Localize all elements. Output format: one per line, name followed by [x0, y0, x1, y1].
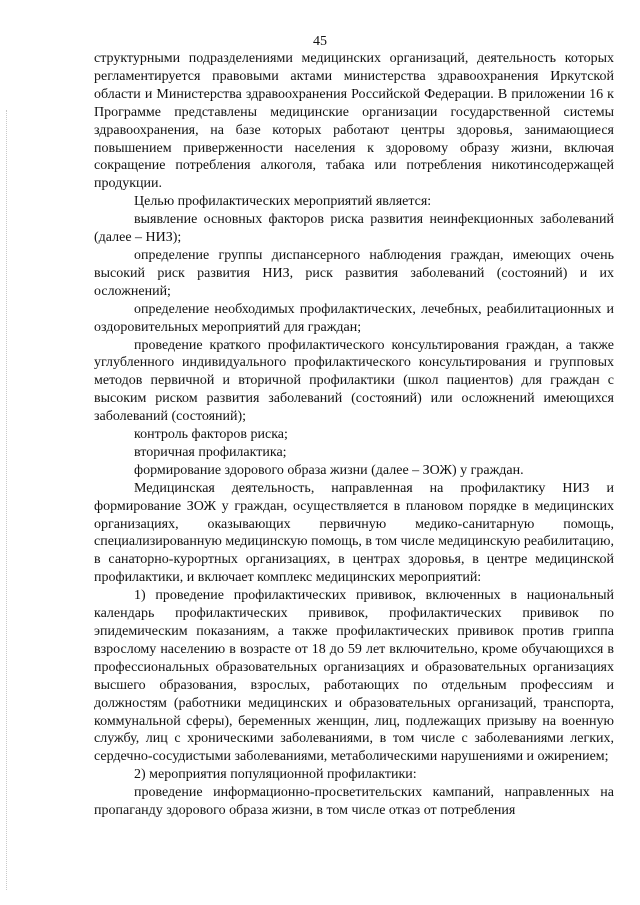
- list-item: выявление основных факторов риска развития неинфекционных заболеваний (далее – НИЗ);: [94, 212, 614, 246]
- list-item: проведение краткого профилактического консультирования граждан, а также углубленного индивидуального профилактического консультирования и групповых методов первичной и вторичной профилактики (школ пациентов) для граждан с высоким риском развития заболеваний (состояний) или осложнений имеющихся заболеваний (состояний);: [94, 337, 614, 425]
- numbered-item: 1) проведение профилактических прививок, включенных в национальный календарь профилактических прививок, профилактических прививок по эпидемическим показаниям, а также профилактических прививок против гриппа взрослому населению в возрасте от 18 до 59 лет включительно, кроме обучающихся в профессиональных образовательных организациях и образовательных организациях высшего образования, взрослых, работающих по отдельным профессиям и должностям (работники медицинских и образовательных организаций, транспорта, коммунальной сферы), беременных женщин, лиц, подлежащих призыву на военную службу, лиц с хроническими заболеваниями, в том числе с заболеваниями легких, сердечно-сосудистыми заболеваниями, метаболическими нарушениями и ожирением;: [94, 588, 614, 765]
- list-item: определение необходимых профилактических, лечебных, реабилитационных и оздоровительных мероприятий для граждан;: [94, 301, 614, 335]
- paragraph: Медицинская деятельность, направленная на профилактику НИЗ и формирование ЗОЖ у граждан, осуществляется в плановом порядке в медицинских организациях, оказывающих первичную медико-санитарную помощь, специализированную медицинскую помощь, в том числе медицинскую реабилитацию, в санаторно-курортных организациях, в центрах здоровья, в центре медицинской профилактики, и включает комплекс медицинских мероприятий:: [94, 480, 614, 586]
- paragraph: структурными подразделениями медицинских организаций, деятельность которых регламентируется правовыми актами министерства здравоохранения Иркутской области и Министерства здравоохранения Российской Федерации. В приложении 16 к Программе представлены медицинские организации государственной системы здравоохранения, на базе которых работают центры здоровья, занимающиеся повышением приверженности населения к здоровому образу жизни, включая сокращение потребления алкоголя, табака или потребления никотинсодержащей продукции.: [94, 51, 614, 192]
- list-item: контроль факторов риска;: [134, 427, 288, 443]
- list-item: формирование здорового образа жизни (далее – ЗОЖ) у граждан.: [134, 462, 524, 478]
- list-item: вторичная профилактика;: [134, 444, 287, 460]
- document-body: [94, 50, 614, 820]
- page-number: 45: [313, 34, 327, 49]
- numbered-item: 2) мероприятия популяционной профилактики:: [134, 767, 417, 783]
- list-item: определение группы диспансерного наблюдения граждан, имеющих очень высокий риск развития НИЗ, риск развития заболеваний (состояний) и их осложнений;: [94, 247, 614, 299]
- scan-edge-marks: [6, 110, 9, 890]
- paragraph: Целью профилактических мероприятий является:: [134, 194, 432, 210]
- paragraph: проведение информационно-просветительских кампаний, направленных на пропаганду здорового образа жизни, в том числе отказ от потребления: [94, 785, 614, 819]
